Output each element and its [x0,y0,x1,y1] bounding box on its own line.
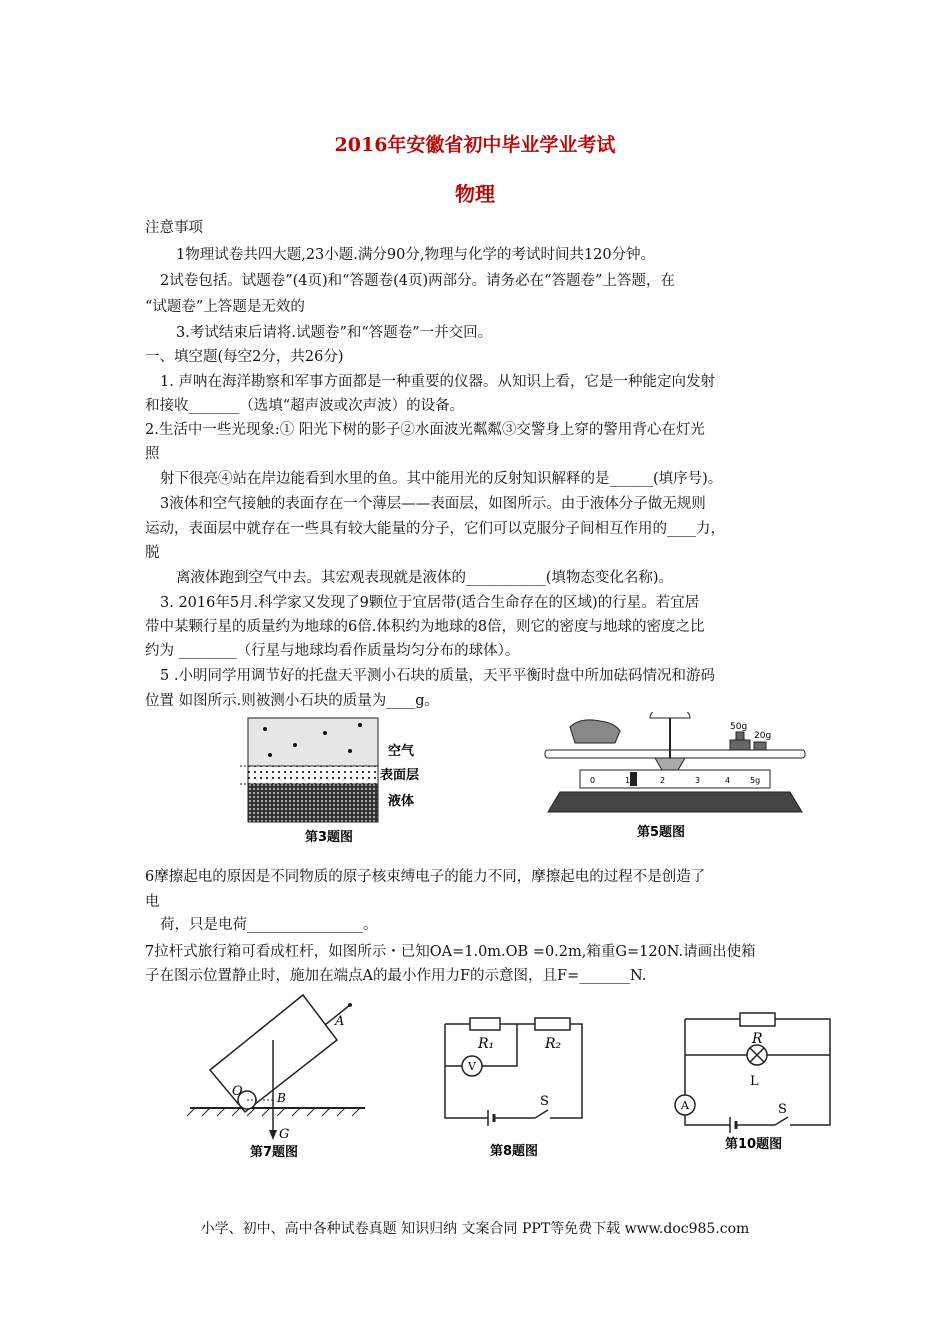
fig10-circuit [670,1005,845,1160]
question-line: 运动，表面层中就存在一些具有较大能量的分子，它们可以克服分子间相互作用的____力， [145,521,725,537]
question-line: 7拉杆式旅行箱可看成杠杆，如图所示・已知OA=1.0m.OB =0.2m,箱重G=120N.请画出使箱 [145,944,756,960]
notice-item: 3.考试结束后请将.试题卷”和“答题卷”一并交回。 [176,325,493,341]
subject-title: 物理 [455,182,495,206]
fig5-scale-1: 1 [625,776,631,785]
fig8-caption: 第8题图 [490,1144,539,1159]
fig8-voltmeter-label: V [468,1060,476,1073]
question-line: 子在图示位置静止时，施加在端点A的最小作用力F的示意图，且F=_______N. [145,968,647,984]
question-line: 离液体跑到空气中去。其宏观表现就是液体的___________(填物态变化名称)。 [176,570,674,586]
notice-item: 1物理试卷共四大题,23小题.满分90分,物理与化学的考试时间共120分钟。 [176,247,656,263]
question-line: 1. 声呐在海洋勘察和军事方面都是一种重要的仪器。从知识上看，它是一种能定向发射 [160,374,715,390]
fig10-ammeter-label: A [681,1099,689,1112]
fig8-label-R1: R₁ [478,1036,495,1052]
question-line: 和接收_______（选填“超声波或次声波）的设备。 [145,398,465,414]
fig3-label-surface: 表面层 [380,768,420,783]
fig5-weight-50g: 50g [730,722,748,732]
fig3-surface-layer [240,715,440,850]
question-line: 脱 [145,545,160,561]
question-line: 6摩擦起电的原因是不同物质的原子核束缚电子的能力不同，摩擦起电的过程不是创造了 [145,869,706,885]
fig7-label-O: O [232,1084,243,1099]
fig3-caption: 第3题图 [305,830,354,845]
exam-title: 2016年安徽省初中毕业学业考试 [334,134,616,156]
fig10-label-S: S [778,1102,787,1117]
notice-item: 2试卷包括。试题卷”(4页)和“答题卷(4页)两部分。请务必在“答题卷”上答题，在 [160,273,675,289]
fig7-label-G: G [279,1127,290,1142]
fig5-caption: 第5题图 [637,825,686,840]
notice-item: “试题卷”上答题是无效的 [145,299,305,315]
fig5-scale-5g: 5g [750,776,761,785]
question-line: 约为 ________（行星与地球均看作质量均匀分布的球体）。 [145,643,520,659]
question-line: 射下很亮④站在岸边能看到水里的鱼。其中能用光的反射知识解释的是______(填序号)。 [160,471,723,487]
fig10-label-R: R [752,1031,763,1047]
fig5-scale-2: 2 [660,776,666,785]
fig10-caption: 第10题图 [725,1137,783,1152]
question-line: 荷，只是电荷________________。 [160,917,378,933]
fig8-label-R2: R₂ [545,1036,562,1052]
fig7-suitcase-lever [185,990,375,1165]
fig5-scale-0: 0 [590,776,596,785]
footer: 小学、初中、高中各种试卷真题 知识归纳 文案合同 PPT等免费下载 www.doc985.com [200,1221,750,1237]
question-line: 带中某颗行星的质量约为地球的6倍.体积约为地球的8倍，则它的密度与地球的密度之比 [145,619,705,635]
section-heading: 一、填空题(每空2分，共26分) [145,349,344,365]
fig10-label-L: L [750,1074,759,1089]
fig5-scale-3: 3 [695,776,701,785]
question-line: 位置 如图所示.则被测小石块的质量为____g。 [145,693,439,709]
question-line: 3. 2016年5月.科学家又发现了9颗位于宜居带(适合生命存在的区域)的行星。若宜居 [160,595,700,611]
fig5-scale-4: 4 [725,776,731,785]
fig8-label-S: S [540,1094,549,1109]
fig5-weight-20g: 20g [754,731,772,741]
fig7-label-A: A [335,1014,345,1029]
question-line: 电 [145,894,160,910]
fig7-label-B: B [277,1091,286,1105]
question-line: 照 [145,446,160,462]
notice-heading: 注意事项 [145,220,203,236]
fig8-circuit [440,1010,590,1165]
fig7-caption: 第7题图 [250,1145,299,1160]
fig5-balance [540,712,810,847]
question-line: 3液体和空气接触的表面存在一个薄层——表面层，如图所示。由于液体分子做无规则 [160,496,706,512]
question-line: 5 .小明同学用调节好的托盘天平测小石块的质量，天平平衡时盘中所加砝码情况和游码 [160,668,715,684]
question-line: 2.生活中一些光现象:① 阳光下树的影子②水面波光粼粼③交警身上穿的警用背心在灯光 [145,422,705,438]
fig3-label-liquid: 液体 [388,794,415,809]
fig3-label-air: 空气 [388,744,415,759]
